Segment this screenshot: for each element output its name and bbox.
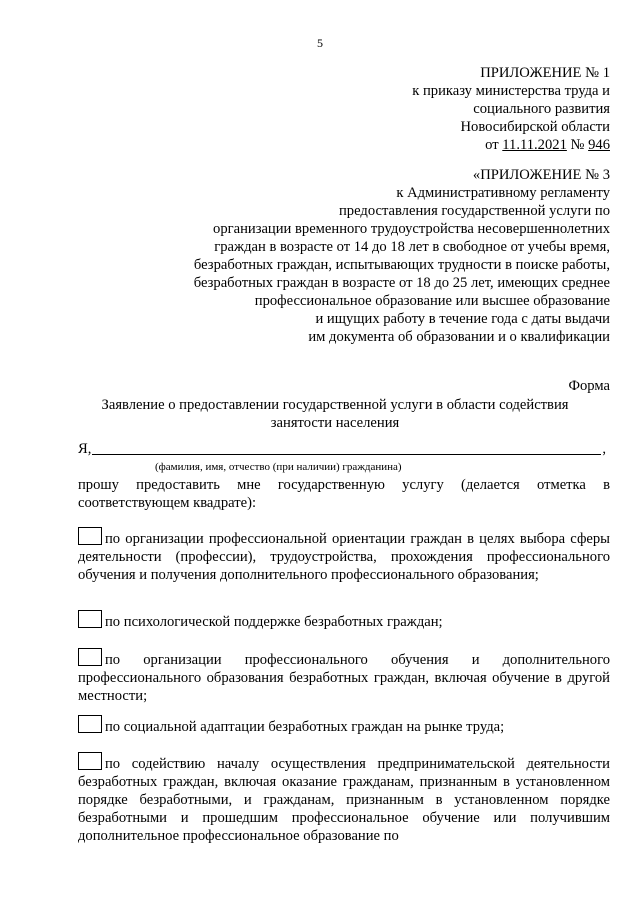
applicant-suffix: , <box>602 441 606 457</box>
request-text: прошу предоставить мне государственную услугу (делается отметка в соответствующем квадрате): <box>78 477 610 511</box>
option-text: по организации профессиональной ориентации граждан в целях выбора сферы деятельности (профессии), трудоустройства, прохождения профессионального обучения и получения дополнительного профессионального образования; <box>78 531 610 583</box>
option-item <box>78 610 610 631</box>
option-checkbox[interactable] <box>78 527 102 545</box>
order-number: 946 <box>588 137 610 153</box>
appendix-1-line: Новосибирской области <box>460 119 610 135</box>
option-text: по организации профессионального обучения и дополнительного профессионального образования безработных граждан, включая обучение в другой местности; <box>78 652 610 704</box>
order-date: 11.11.2021 <box>502 137 567 153</box>
appendix-3-line: предоставления государственной услуги по <box>339 203 610 219</box>
option-checkbox[interactable] <box>78 715 102 733</box>
appendix-3-line: безработных граждан, испытывающих трудности в поиске работы, <box>193 257 610 273</box>
option-text: по содействию началу осуществления предпринимательской деятельности безработных граждан, включая оказание гражданам, признанным в установленном порядке безработными, и гражданам, признанным в установленном порядке безработными и прошедшим профессиональное обучение или получившим дополнительное профессиональное образование по <box>78 756 610 844</box>
appendix-1-title: ПРИЛОЖЕНИЕ № 1 <box>480 65 610 81</box>
form-label: Форма <box>568 378 610 394</box>
appendix-1-header <box>412 64 610 154</box>
number-prefix: № <box>566 137 589 153</box>
applicant-prefix: Я, <box>78 441 92 457</box>
applicant-name-caption: (фамилия, имя, отчество (при наличии) гражданина) <box>155 461 402 473</box>
appendix-3-header <box>194 166 610 346</box>
option-item <box>78 648 610 705</box>
option-item <box>78 752 610 845</box>
appendix-3-line: граждан в возрасте от 14 до 18 лет в свободное от учебы время, <box>214 239 610 255</box>
applicant-name-field[interactable] <box>92 441 601 455</box>
applicant-name-line <box>78 440 606 458</box>
option-item <box>78 527 610 584</box>
appendix-3-line: организации временного трудоустройства несовершеннолетних <box>213 221 610 237</box>
appendix-3-title: «ПРИЛОЖЕНИЕ № 3 <box>472 167 610 183</box>
appendix-1-line: к приказу министерства труда и <box>412 83 610 99</box>
option-item <box>78 715 610 736</box>
appendix-3-line: к Административному регламенту <box>396 185 610 201</box>
appendix-3-line: и ищущих работу в течение года с даты выдачи <box>315 311 610 327</box>
option-checkbox[interactable] <box>78 648 102 666</box>
option-checkbox[interactable] <box>78 610 102 628</box>
option-checkbox[interactable] <box>78 752 102 770</box>
appendix-3-line: им документа об образовании и о квалификации <box>308 329 610 345</box>
appendix-1-date-line <box>412 136 610 154</box>
page-number: 5 <box>317 36 323 50</box>
option-text: по психологической поддержке безработных граждан; <box>105 614 443 630</box>
option-text: по социальной адаптации безработных граждан на рынке труда; <box>105 719 505 735</box>
form-title: Заявление о предоставлении государственной услуги в области содействия занятости населения <box>101 397 569 431</box>
appendix-3-line: безработных граждан в возрасте от 18 до 25 лет, имеющих среднее <box>193 275 610 291</box>
date-prefix: от <box>485 137 503 153</box>
appendix-1-line: социального развития <box>473 101 610 117</box>
appendix-3-line: профессиональное образование или высшее образование <box>254 293 610 309</box>
